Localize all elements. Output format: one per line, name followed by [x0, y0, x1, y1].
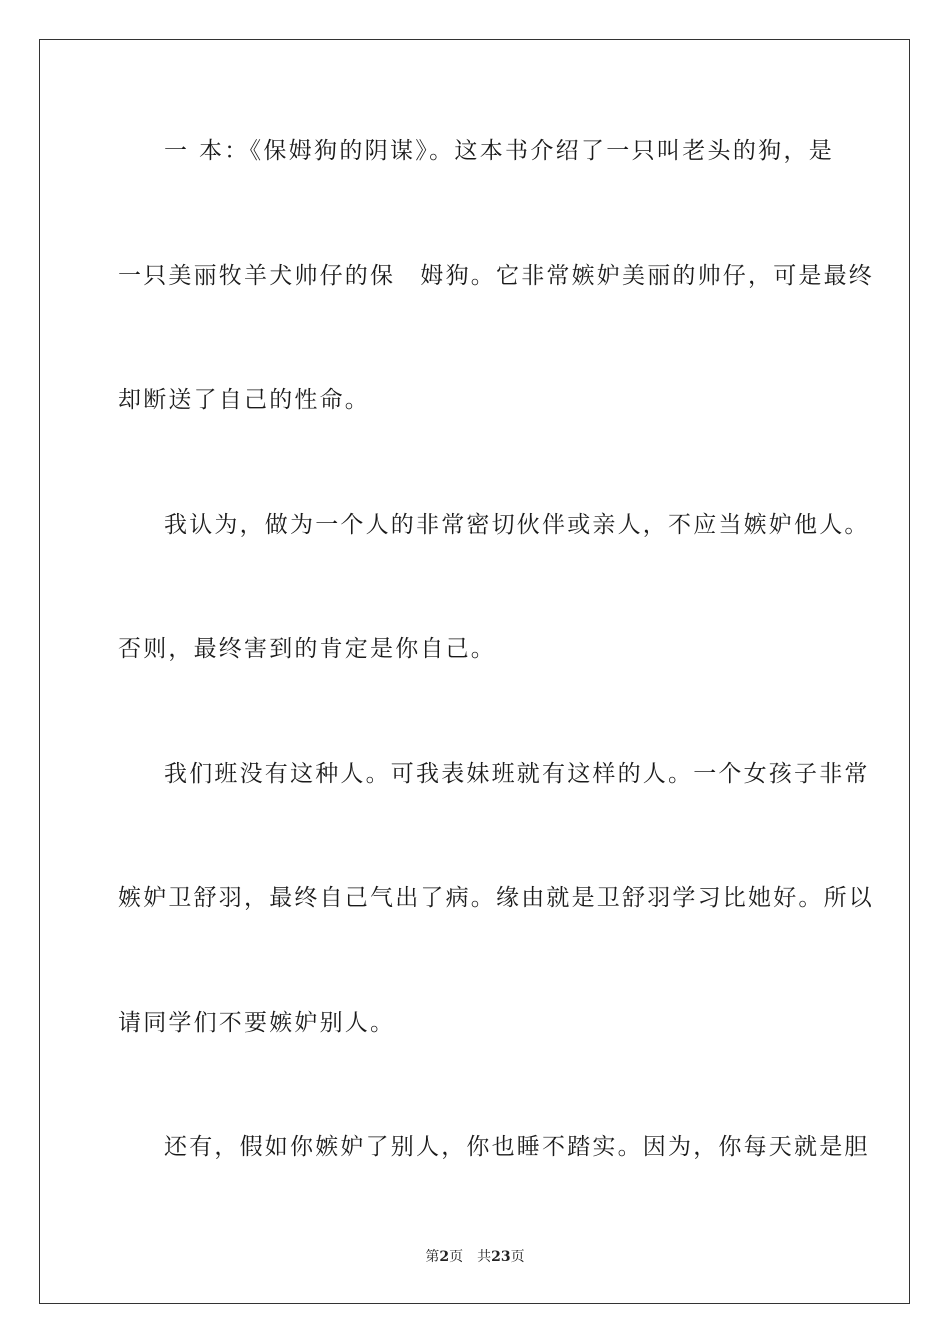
text-line-6: 我们班没有这种人。可我表妹班就有这样的人。一个女孩子非常 [164, 761, 870, 787]
text-line-9: 还有，假如你嫉妒了别人，你也睡不踏实。因为，你每天就是胆 [164, 1134, 870, 1160]
page-number: 2 [439, 1249, 450, 1265]
text-line-8: 请同学们不要嫉妒别人。 [118, 1010, 396, 1036]
total-suffix: 页 [510, 1249, 525, 1265]
text-line-4: 我认为，做为一个人的非常密切伙伴或亲人，不应当嫉妒他人。 [164, 512, 870, 538]
page-footer [0, 1248, 950, 1266]
text-line-1: 一 本：《保姆狗的阴谋》。这本书介绍了一只叫老头的狗，是 [164, 138, 834, 164]
page-prefix: 第 [425, 1249, 440, 1265]
page-suffix: 页 [449, 1249, 464, 1265]
text-line-2: 一只美丽牧羊犬帅仔的保 姆狗。它非常嫉妒美丽的帅仔，可是最终 [118, 263, 874, 289]
text-line-7: 嫉妒卫舒羽，最终自己气出了病。缘由就是卫舒羽学习比她好。所以 [118, 885, 874, 911]
page-border [39, 39, 910, 1304]
text-line-3: 却断送了自己的性命。 [118, 387, 370, 413]
text-line-5: 否则，最终害到的肯定是你自己。 [118, 636, 496, 662]
total-pages: 23 [491, 1249, 511, 1265]
total-prefix: 共 [477, 1249, 492, 1265]
